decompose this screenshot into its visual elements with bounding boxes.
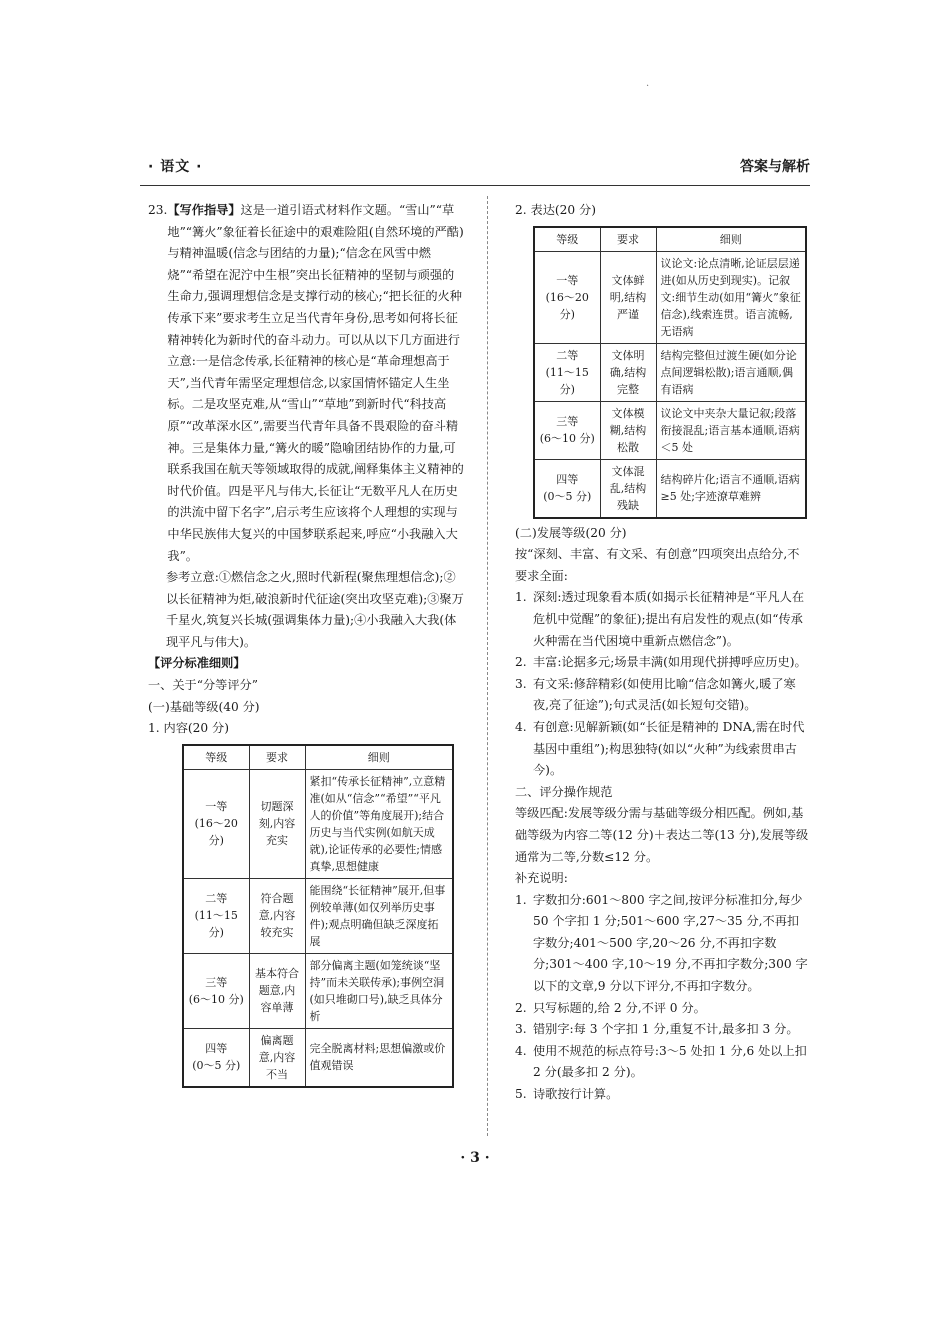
table-row: 四等 (0～5 分) 文体混乱,结构残缺 结构碎片化;语言不通顺,语病≥5 处;字迹潦草难辨 xyxy=(534,459,806,518)
table-row: 一等 (16～20 分) 切题深刻,内容充实 紧扣“传承长征精神”,立意精准(如从“信念”“希望”“平凡人的价值”等角度展开);结合历史与当代实例(如航天成就),论证传承的必要性;情感真挚,思想健康 xyxy=(183,769,453,878)
list-item: 1. 字数扣分:601～800 字之间,按评分标准扣分,每少 50 个字扣 1 分;501～600 字,27～35 分,不再扣字数分;401～500 字,20～26 分,不再扣字数分;301～400 字,10～19 分,不再扣字数分;300 字以下的文章,9 分以下评分,不再扣字数分。 xyxy=(515,892,808,994)
question-23 xyxy=(148,200,466,567)
question-number: 23. xyxy=(148,203,168,217)
expression-rubric-table xyxy=(533,226,807,519)
supplement-heading: 补充说明: xyxy=(515,871,568,886)
column-divider xyxy=(487,196,488,1136)
table-row: 三等 (6～10 分) 基本符合题意,内容单薄 部分偏离主题(如笼统谈“坚持”而未关联传承);事例空洞(如只堆砌口号),缺乏具体分析 xyxy=(183,953,453,1028)
page-number: · 3 · xyxy=(460,1150,490,1166)
content-rubric-table xyxy=(182,744,454,1088)
table-row: 一等 (16～20 分) 文体鲜明,结构严谨 议论文:论点清晰,论证层层递进(如从历史到现实)。记叙文:细节生动(如用“篝火”象征信念),线索连贯。语言流畅,无语病 xyxy=(534,251,806,343)
section-1-heading: 一、关于“分等评分” xyxy=(148,678,258,693)
table-row: 四等 (0～5 分) 偏离题意,内容不当 完全脱离材料;思想偏激或价值观错误 xyxy=(183,1028,453,1087)
header-requirement: 要求 xyxy=(249,745,305,770)
content-heading: 1. 内容(20 分) xyxy=(148,721,229,736)
section-2-text: 等级匹配:发展等级分需与基础等级分相匹配。例如,基础等级为内容二等(12 分)＋表达二等(13 分),发展等级通常为二等,分数≤12 分。 xyxy=(515,806,809,864)
list-item: 1. 深刻:透过现象看本质(如揭示长征精神是“平凡人在危机中觉醒”的象征);提出有启发性的观点(如“传承火种需在当代困境中重新点燃信念”)。 xyxy=(515,590,805,648)
reference-ideas: 参考立意:①燃信念之火,照时代新程(聚焦理想信念);②以长征精神为炬,破浪新时代征途(突出攻坚克难);③聚万千星火,筑复兴长城(强调集体力量);④小我融入大我(体现平凡与伟大)。 xyxy=(166,570,464,649)
header-level: 等级 xyxy=(534,227,600,252)
page-speck: . xyxy=(646,78,650,89)
section-2-heading: 二、评分操作规范 xyxy=(515,784,613,799)
list-item: 4. 有创意:见解新颖(如“长征是精神的 DNA,需在时代基因中重组”);构思独特(如以“火种”为线索贯串古今)。 xyxy=(515,719,805,778)
table-header-row xyxy=(183,745,453,770)
writing-guide-tag: 【写作指导】 xyxy=(167,203,241,217)
list-item: 3. 错别字:每 3 个字扣 1 分,重复不计,最多扣 3 分。 xyxy=(515,1022,799,1037)
section-header: 答案与解析 xyxy=(740,159,810,175)
list-item: 2. 只写标题的,给 2 分,不评 0 分。 xyxy=(515,1000,706,1015)
expression-heading: 2. 表达(20 分) xyxy=(515,203,596,217)
list-item: 2. 丰富:论据多元;场景丰满(如用现代拼搏呼应历史)。 xyxy=(515,655,807,670)
header-rule xyxy=(140,185,810,186)
table-row: 二等 (11～15 分) 符合题意,内容较充实 能围绕“长征精神”展开,但事例较单薄(如仅列举历史事件);观点明确但缺乏深度拓展 xyxy=(183,878,453,953)
table-row: 二等 (11～15 分) 文体明确,结构完整 结构完整但过渡生硬(如分论点间逻辑松散);语言通顺,偶有语病 xyxy=(534,343,806,401)
header-detail: 细则 xyxy=(305,745,453,770)
basic-level-heading: (一)基础等级(40 分) xyxy=(148,699,260,714)
subject-header: · 语文 · xyxy=(148,159,203,175)
table-header-row xyxy=(534,227,806,252)
left-column xyxy=(148,200,466,1092)
right-column xyxy=(515,200,811,1106)
header-detail: 细则 xyxy=(656,227,806,252)
criteria-title: 【评分标准细则】 xyxy=(148,656,246,671)
table-row: 三等 (6～10 分) 文体模糊,结构松散 议论文中夹杂大量记叙;段落衔接混乱;语言基本通顺,语病＜5 处 xyxy=(534,401,806,459)
header-requirement: 要求 xyxy=(600,227,656,252)
writing-guide-text: 这是一道引语式材料作文题。“雪山”“草地”“篝火”象征着长征途中的艰难险阻(自然环境的严酷)与精神温暖(信念与团结的力量);“信念在风雪中燃烧”“希望在泥泞中生根”突出长征精神的坚韧与顽强的生命力,强调理想信念是支撑行动的核心;“把长征的火种传承下来”要求考生立足当代青年身份,思考如何将长征精神转化为新时代的奋斗动力。可以从以下几方面进行立意:一是信念传承,长征精神的核心是“革命理想高于天”,当代青年需坚定理想信念,以家国情怀锚定人生坐标。二是攻坚克难,从“雪山”“草地”到新时代“科技高原”“改革深水区”,需要当代青年具备不畏艰险的奋斗精神。三是集体力量,“篝火的暖”隐喻团结协作的力量,可联系我国在航天等领域取得的成就,阐释集体主义精神的时代价值。四是平凡与伟大,长征让“无数平凡人在历史的洪流中留下名字”,启示考生应该将个人理想的实现与中华民族伟大复兴的中国梦联系起来,呼应“小我融入大我”。 xyxy=(167,203,464,563)
list-item: 4. 使用不规范的标点符号:3～5 处扣 1 分,6 处以上扣 2 分(最多扣 2 分)。 xyxy=(515,1043,807,1080)
list-item: 3. 有文采:修辞精彩(如使用比喻“信念如篝火,暖了寒夜,亮了征途”);句式灵活(如长短句交错)。 xyxy=(515,676,796,713)
list-item: 5. 诗歌按行计算。 xyxy=(515,1087,619,1102)
development-intro: 按“深刻、丰富、有文采、有创意”四项突出点给分,不要求全面: xyxy=(515,547,800,583)
development-heading: (二)发展等级(20 分) xyxy=(515,525,627,540)
header-level: 等级 xyxy=(183,745,249,770)
